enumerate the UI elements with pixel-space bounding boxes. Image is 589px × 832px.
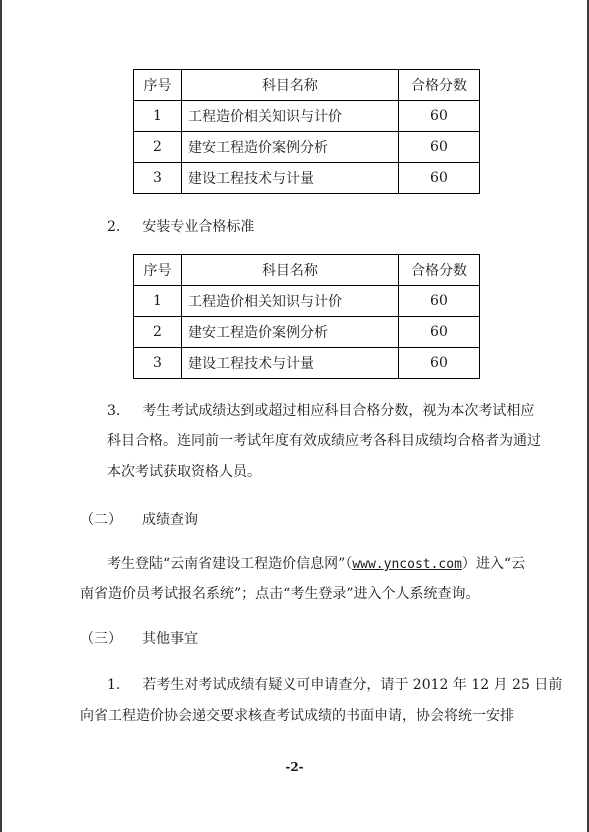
score-table-2 — [133, 254, 480, 379]
para-3-line-1 — [107, 400, 534, 420]
table-row — [134, 132, 480, 163]
heading-other-title: 其他事宜 — [142, 631, 198, 647]
cell-no: 3 — [134, 163, 182, 194]
para-other-line-2: 向省工程造价协会递交要求核查考试成绩的书面申请，协会将统一安排 — [80, 708, 514, 724]
table-row — [134, 348, 480, 379]
header-name: 科目名称 — [181, 70, 398, 101]
cell-score: 60 — [398, 132, 479, 163]
cell-no: 1 — [134, 286, 182, 317]
table-row — [134, 101, 480, 132]
heading-other — [80, 628, 198, 648]
score-table-1 — [133, 69, 480, 194]
para-other-text-1: 若考生对考试成绩有疑义可申请查分，请于 2012 年 12 月 25 日前 — [142, 677, 563, 693]
page-border-left — [0, 0, 2, 832]
para-query-line-2: 南省造价员考试报名系统”；点击“考生登录”进入个人系统查询。 — [80, 586, 480, 602]
cell-score: 60 — [398, 286, 479, 317]
section-2-title: 安装专业合格标准 — [142, 219, 255, 235]
cell-name: 建安工程造价案例分析 — [181, 132, 398, 163]
section-2-number: 2. — [107, 219, 121, 235]
section-2-heading — [107, 216, 254, 236]
cell-score: 60 — [398, 348, 479, 379]
cell-name: 建安工程造价案例分析 — [181, 317, 398, 348]
header-score: 合格分数 — [398, 255, 479, 286]
heading-query-title: 成绩查询 — [142, 512, 198, 528]
para-query-text-a: 考生登陆“云南省建设工程造价信息网”（ — [107, 556, 353, 572]
cell-no: 2 — [134, 132, 182, 163]
para-other-number: 1. — [107, 677, 121, 693]
cell-no: 2 — [134, 317, 182, 348]
para-other-line-1 — [107, 674, 562, 694]
cell-no: 3 — [134, 348, 182, 379]
header-score: 合格分数 — [398, 70, 479, 101]
para-3-text-1: 考生考试成绩达到或超过相应科目合格分数，视为本次考试相应 — [142, 403, 535, 419]
cell-name: 工程造价相关知识与计价 — [181, 101, 398, 132]
header-no: 序号 — [134, 255, 182, 286]
cell-name: 工程造价相关知识与计价 — [181, 286, 398, 317]
yncost-link[interactable]: www.yncost.com — [352, 557, 462, 572]
header-no: 序号 — [134, 70, 182, 101]
para-3-line-3: 本次考试获取资格人员。 — [107, 464, 261, 480]
cell-name: 建设工程技术与计量 — [181, 348, 398, 379]
heading-query-number: （二） — [80, 512, 122, 528]
cell-no: 1 — [134, 101, 182, 132]
table-row — [134, 317, 480, 348]
table-header-row — [134, 70, 480, 101]
para-3-line-2: 科目合格。连同前一考试年度有效成绩应考各科目成绩均合格者为通过 — [107, 433, 541, 449]
table-row — [134, 163, 480, 194]
table-header-row — [134, 255, 480, 286]
heading-other-number: （三） — [80, 631, 122, 647]
cell-score: 60 — [398, 163, 479, 194]
page-number: -2- — [285, 760, 304, 774]
para-3-number: 3. — [107, 403, 121, 419]
para-query-text-b: ）进入“云 — [461, 556, 526, 572]
table-row — [134, 286, 480, 317]
cell-name: 建设工程技术与计量 — [181, 163, 398, 194]
heading-query — [80, 509, 198, 529]
header-name: 科目名称 — [181, 255, 398, 286]
para-query-line-1 — [107, 553, 525, 573]
cell-score: 60 — [398, 317, 479, 348]
cell-score: 60 — [398, 101, 479, 132]
